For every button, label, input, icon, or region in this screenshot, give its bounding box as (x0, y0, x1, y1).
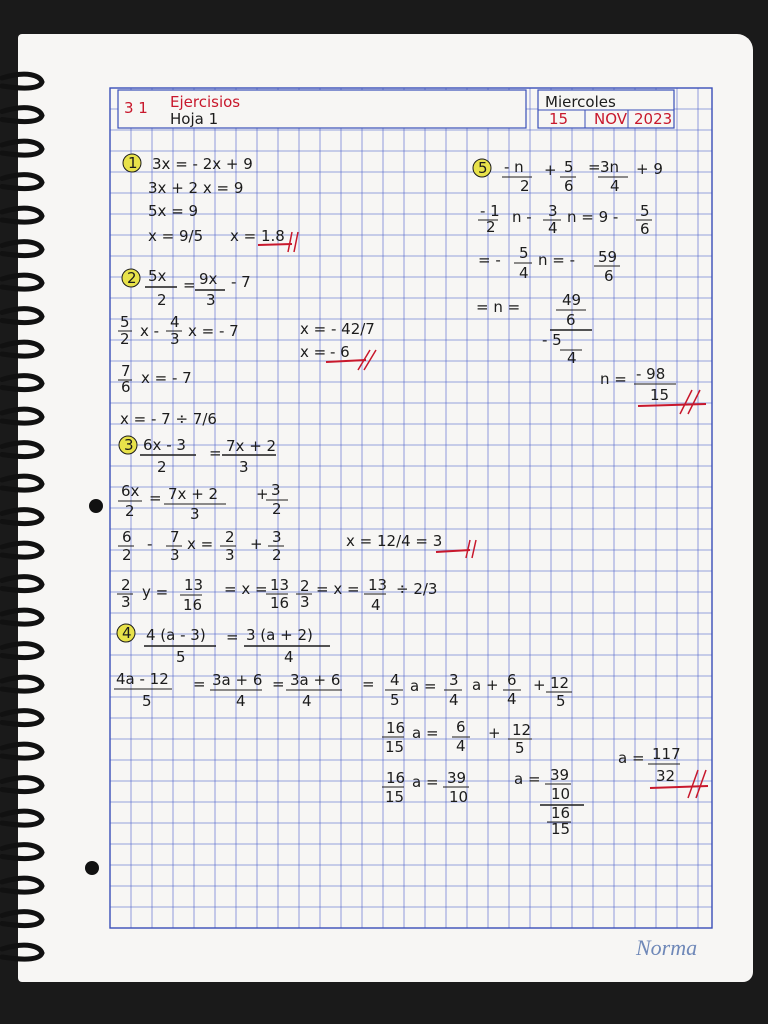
eq3-s3-mid: = x = (224, 580, 268, 598)
spiral-ring (2, 610, 42, 624)
eq4-answer-lead: a = (618, 749, 645, 767)
eq2-d2: 3 (206, 291, 216, 309)
eq5-tail: + 9 (636, 160, 663, 178)
svg-text:=: = (272, 675, 285, 693)
eq4-s3-n3: 39 (550, 766, 570, 784)
eq2-s1-d2: 3 (170, 330, 180, 348)
grid (110, 88, 712, 928)
eq4-s2-a: a = (412, 724, 439, 742)
eq5-s2-d1: 4 (519, 264, 529, 282)
eq4-s2-d2: 4 (456, 737, 466, 755)
eq3-s3-n4: 2 (300, 577, 310, 595)
eq5-d3: 4 (610, 177, 620, 195)
spiral-ring (2, 543, 42, 557)
eq3-s2-d4: 2 (272, 546, 282, 564)
eq2-s1-n2: 4 (170, 313, 180, 331)
eq5-plus: + (544, 161, 557, 179)
eq2-s2-n: 7 (121, 362, 131, 380)
spiral-ring (2, 443, 42, 457)
eq5-d1: 2 (520, 177, 530, 195)
eq4-n1: 4 (a - 3) (146, 626, 206, 644)
spiral-ring (2, 376, 42, 390)
eq4-n2: 3 (a + 2) (246, 626, 313, 644)
eq3-s1-n3: 3 (271, 481, 281, 499)
exercise-1 (123, 154, 298, 252)
eq5-answer-d: 15 (650, 386, 670, 404)
eq5-s2-n2: 59 (598, 248, 618, 266)
eq5-s1-n3: 5 (640, 202, 650, 220)
spiral-ring (2, 811, 42, 825)
eq4-s1-d4: 5 (390, 691, 400, 709)
eq3-eq: = (209, 444, 222, 462)
eq3-s3-d5: 4 (371, 596, 381, 614)
spiral-ring (2, 711, 42, 725)
eq1-line1: 3x = - 2x + 9 (152, 155, 253, 173)
eq5-s1-d2: 4 (548, 219, 558, 237)
eq4-answer-d: 32 (656, 767, 676, 785)
eq3-n2: 7x + 2 (226, 437, 277, 455)
svg-text:=: = (193, 675, 206, 693)
eq2-side1: x = - 42/7 (300, 320, 375, 338)
eq5-answer-lead: n = (600, 370, 627, 388)
eq5-s3-n2: - 5 (542, 331, 562, 349)
date-year: 2023 (634, 110, 673, 128)
eq3-s3-n2: 13 (184, 576, 204, 594)
badge-5: 5 (478, 159, 488, 177)
eq4-s1-d3: 4 (302, 692, 312, 710)
spiral-ring (2, 845, 42, 859)
eq5-s1-d3: 6 (640, 220, 650, 238)
eq2-d1: 2 (157, 291, 167, 309)
spiral-ring (2, 677, 42, 691)
spiral-ring (2, 175, 42, 189)
badge-1: 1 (128, 154, 138, 172)
eq3-s3-tail: ÷ 2/3 (396, 580, 438, 598)
eq4-answer-n: 117 (652, 745, 681, 763)
eq3-s1-n2: 7x + 2 (168, 485, 219, 503)
eq4-s2-d3: 5 (515, 739, 525, 757)
eq4-s1-plus: + (533, 676, 546, 694)
eq5-s2-n1: 5 (519, 244, 529, 262)
badge-4: 4 (122, 624, 132, 642)
spiral-ring (2, 342, 42, 356)
eq4-s1-a2: a + (472, 676, 499, 694)
badge-2: 2 (127, 269, 137, 287)
eq4-s1-n6: 6 (507, 671, 517, 689)
eq3-answer: x = 12/4 = 3 (346, 532, 443, 550)
eq4-d2: 4 (284, 648, 294, 666)
eq3-s1-plus: + (256, 485, 269, 503)
eq3-s2-n3: 2 (225, 528, 235, 546)
eq4-s1-d1: 5 (142, 692, 152, 710)
eq4-s2-n2: 6 (456, 718, 466, 736)
eq3-s2-plus: + (250, 535, 263, 553)
eq2-s1-d1: 2 (120, 330, 130, 348)
spiral-ring (2, 744, 42, 758)
eq3-s3-n3: 13 (270, 576, 290, 594)
eq3-s3-d3: 16 (270, 594, 290, 612)
date-month: NOV (594, 110, 628, 128)
eq4-s1-n4: 4 (390, 671, 400, 689)
eq4-s1-n2: 3a + 6 (212, 671, 263, 689)
eq2-answer: - 6 (330, 343, 350, 361)
binder-hole (89, 499, 103, 513)
eq4-s3-n1: 16 (386, 769, 406, 787)
eq4-s1-n5: 3 (449, 671, 459, 689)
eq5-n1: - n (504, 158, 524, 176)
eq5-s3-d2: 4 (567, 349, 577, 367)
eq4-s2-d1: 15 (385, 738, 405, 756)
eq3-s2-d2: 3 (170, 546, 180, 564)
eq3-s3-mid2: = x = (316, 580, 360, 598)
eq5-s3-d1: 6 (566, 311, 576, 329)
spiral-ring (2, 208, 42, 222)
eq5-s1-n1: - 1 (480, 202, 500, 220)
spiral-ring (2, 878, 42, 892)
spiral-ring (2, 577, 42, 591)
eq2-s1-tail: x = - 7 (188, 322, 239, 340)
spiral-ring (2, 476, 42, 490)
spiral-binding (2, 74, 42, 959)
sheet-label: Hoja 1 (170, 110, 219, 128)
eq3-s2-d1: 2 (122, 546, 132, 564)
weekday: Miercoles (545, 93, 616, 111)
eq4-s3-d3: 10 (551, 785, 571, 803)
eq3-s2-n4: 3 (272, 528, 282, 546)
eq1-line4: x = 9/5 (148, 227, 204, 245)
header-title: Ejercisios (170, 93, 241, 111)
eq3-s2-minus: - (147, 535, 153, 553)
spiral-ring (2, 644, 42, 658)
eq4-s1-d2: 4 (236, 692, 246, 710)
eq3-s3-y: y = (142, 583, 169, 601)
eq3-s1-d3: 2 (272, 500, 282, 518)
svg-text:=: = (149, 489, 162, 507)
eq4-s3-d2: 10 (449, 788, 469, 806)
svg-text:=: = (226, 628, 239, 646)
eq4-s3-n4: 16 (551, 804, 571, 822)
eq3-d1: 2 (157, 458, 167, 476)
exercise-5 (473, 158, 706, 414)
eq3-s2-n1: 6 (122, 528, 132, 546)
eq5-s3-n1: 49 (562, 291, 582, 309)
spiral-ring (2, 108, 42, 122)
badge-3: 3 (124, 436, 134, 454)
spiral-ring (2, 945, 42, 959)
binder-hole (85, 861, 99, 875)
eq4-s1-n1: 4a - 12 (116, 670, 169, 688)
eq4-s2-n1: 16 (386, 719, 406, 737)
eq3-s3-n5: 13 (368, 576, 388, 594)
eq3-s1-d2: 3 (190, 505, 200, 523)
eq4-d1: 5 (176, 648, 186, 666)
eq4-s2-n3: 12 (512, 721, 532, 739)
eq5-d2: 6 (564, 177, 574, 195)
spiral-ring (2, 912, 42, 926)
eq5-s1-d1: 2 (486, 218, 496, 236)
eq5-s2-lead: = - (478, 251, 501, 269)
eq3-s2-d3: 3 (225, 546, 235, 564)
eq5-s1-tail: n = 9 - (567, 208, 619, 226)
exercise-number: 3 1 (124, 99, 148, 117)
eq4-s1-n7: 12 (550, 674, 570, 692)
eq2-side2-lead: x = (300, 343, 327, 361)
eq4-s3-n2: 39 (447, 769, 467, 787)
spiral-ring (2, 242, 42, 256)
eq3-s3-d2: 16 (183, 596, 203, 614)
eq1-answer: x = 1.8 (230, 227, 285, 245)
exercise-3 (117, 436, 476, 614)
eq1-line2: 3x + 2 x = 9 (148, 179, 244, 197)
spiral-ring (2, 74, 42, 88)
eq4-s1-n3: 3a + 6 (290, 671, 341, 689)
eq3-s2-x: x = (187, 535, 214, 553)
eq5-s1-n: n - (512, 208, 532, 226)
eq3-n1: 6x - 3 (143, 436, 186, 454)
eq5-s3-lead: = n = (476, 298, 521, 316)
eq5-n2: 5 (564, 158, 574, 176)
eq3-s1-d1: 2 (125, 502, 135, 520)
eq2-s2-d: 6 (121, 378, 131, 396)
svg-text:=: = (362, 675, 375, 693)
date-day: 15 (549, 110, 569, 128)
eq2-s2-tail: x = - 7 (141, 369, 192, 387)
spiral-ring (2, 778, 42, 792)
exercise-2 (118, 267, 376, 428)
spiral-ring (2, 275, 42, 289)
eq5-n3: 3n (600, 158, 620, 176)
eq3-s3-n1: 2 (121, 576, 131, 594)
eq4-s3-d1: 15 (385, 788, 405, 806)
eq5-s2-mid: n = - (538, 251, 576, 269)
eq4-s1-d5: 4 (449, 691, 459, 709)
eq3-s3-d4: 3 (300, 593, 310, 611)
eq5-eq: = (588, 158, 601, 176)
eq2-s1-n1: 5 (120, 313, 130, 331)
eq2-tail: - 7 (231, 273, 251, 291)
eq4-s1-a: a = (410, 677, 437, 695)
spiral-ring (2, 510, 42, 524)
spiral-ring (2, 309, 42, 323)
brand-logo: Norma (636, 935, 698, 960)
eq3-s2-n2: 7 (170, 528, 180, 546)
eq1-line3: 5x = 9 (148, 202, 199, 220)
exercise-4 (114, 624, 708, 838)
eq4-s1-d7: 5 (556, 692, 566, 710)
eq5-s2-d2: 6 (604, 267, 614, 285)
eq3-s3-d1: 3 (121, 593, 131, 611)
eq4-s2-plus: + (488, 724, 501, 742)
eq4-s1-d6: 4 (507, 690, 517, 708)
eq2-s1-x: x - (140, 322, 160, 340)
eq5-answer-n: - 98 (636, 365, 666, 383)
eq3-d2: 3 (239, 458, 249, 476)
eq4-s3-a: a = (412, 773, 439, 791)
eq2-n1: 5x (148, 267, 167, 285)
spiral-ring (2, 141, 42, 155)
eq4-s3-lead: a = (514, 770, 541, 788)
eq2-eq: = (183, 276, 196, 294)
eq5-s1-n2: 3 (548, 202, 558, 220)
eq2-s3: x = - 7 ÷ 7/6 (120, 410, 217, 428)
eq4-s3-d4: 15 (551, 820, 571, 838)
spiral-ring (2, 409, 42, 423)
eq2-n2: 9x (199, 270, 218, 288)
eq3-s1-n1: 6x (121, 482, 140, 500)
